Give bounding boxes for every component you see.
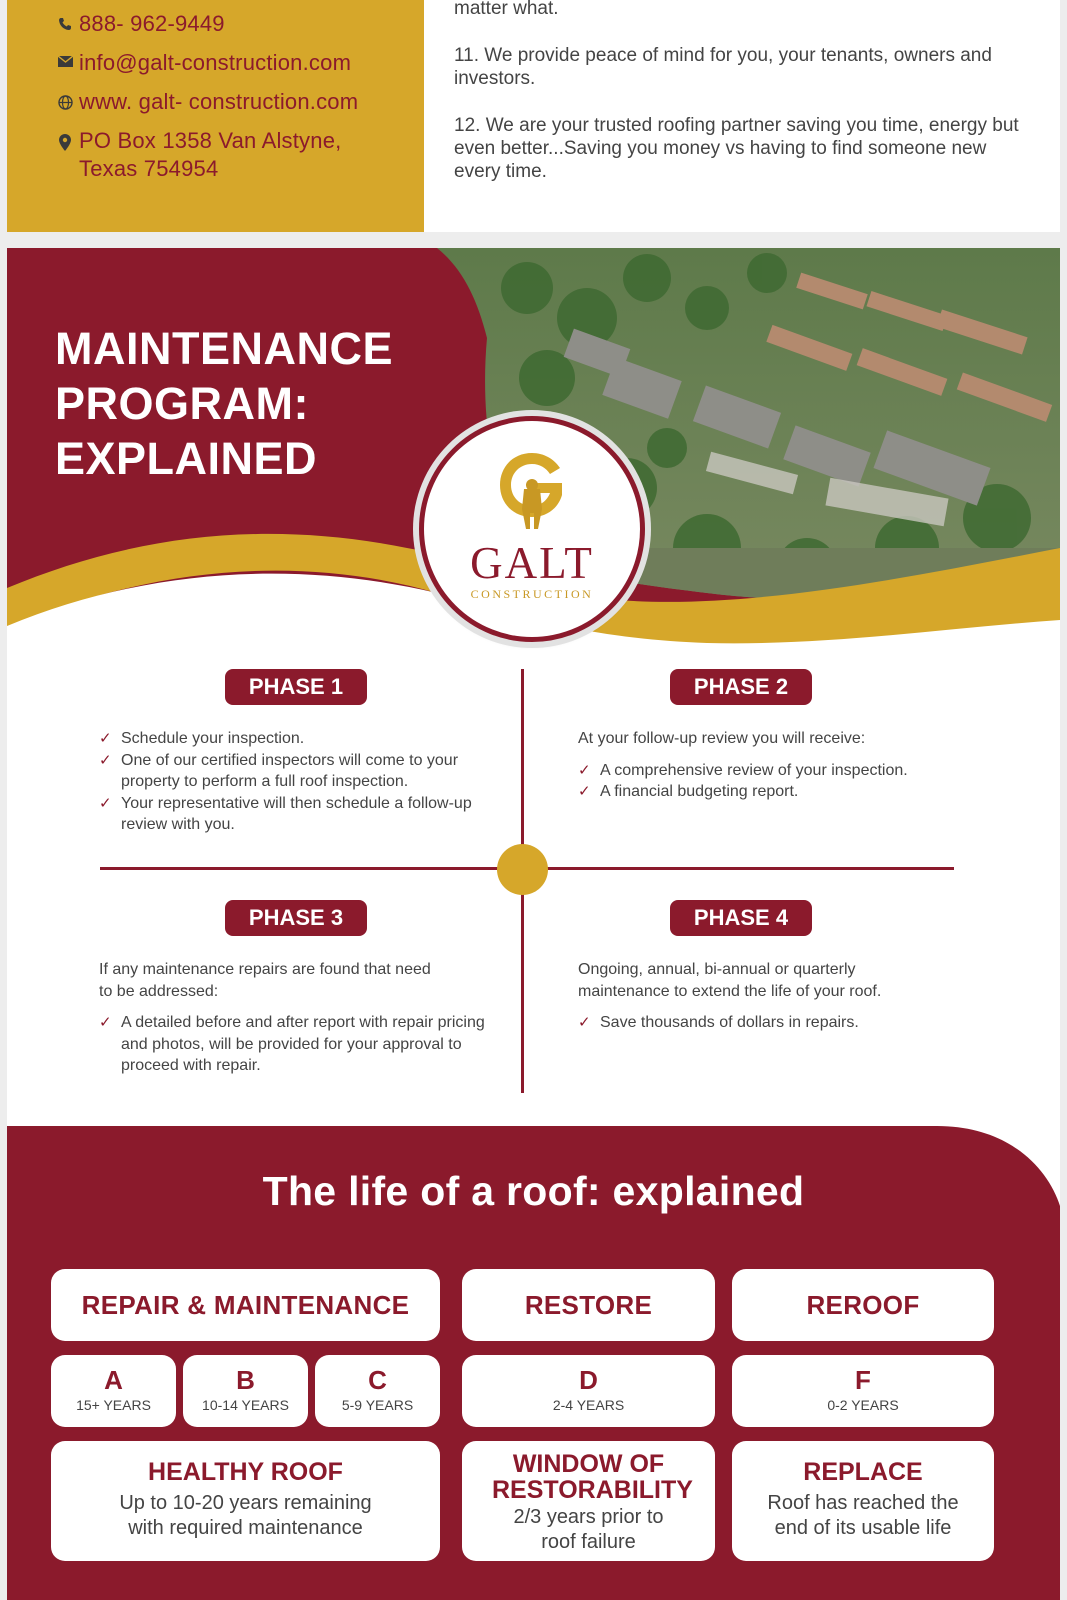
- list-item: ✓ A detailed before and after report with repair pricing and photos, will be provided for your approval to proceed with repair.: [99, 1014, 485, 1074]
- replace-card: REPLACE Roof has reached the end of its usable life: [732, 1441, 994, 1561]
- benefit-10-tail: matter what.: [454, 0, 559, 19]
- healthy-roof-card: HEALTHY ROOF Up to 10-20 years remaining with required maintenance: [51, 1441, 440, 1561]
- phase-2-badge: PHASE 2: [670, 669, 812, 705]
- flyer-title: MAINTENANCE PROGRAM: EXPLAINED: [55, 323, 393, 484]
- contact-address: PO Box 1358 Van Alstyne, Texas 754954: [53, 127, 341, 183]
- phase-2-content: At your follow-up review you will receive: ✓ A comprehensive review of your inspection. ✓ A financial budgeting report.: [578, 728, 978, 803]
- logo-subtitle: CONSTRUCTION: [470, 587, 594, 601]
- phase-1-content: [99, 728, 499, 836]
- phase-3-badge: PHASE 3: [225, 900, 367, 936]
- maintenance-flyer: [7, 248, 1060, 1600]
- phase-3-content: If any maintenance repairs are found that need to be addressed: ✓ A detailed before and after report with repair pricing and photos, will be provided for your approval to proceed with repair.: [99, 959, 489, 1077]
- grade-a: A 15+ YEARS: [51, 1355, 176, 1427]
- envelope-icon: [53, 49, 77, 67]
- reroof-header: REROOF: [732, 1269, 994, 1341]
- map-pin-icon: [53, 127, 77, 151]
- restore-header: RESTORE: [462, 1269, 715, 1341]
- contact-website: www. galt- construction.com: [53, 88, 358, 116]
- grade-c: C 5-9 YEARS: [315, 1355, 440, 1427]
- phase-4-badge: PHASE 4: [670, 900, 812, 936]
- list-item: ✓ One of our certified inspectors will come to your property to perform a full roof inspection.: [99, 751, 459, 790]
- window-of-restorability-card: WINDOW OF RESTORABILITY 2/3 years prior to roof failure: [462, 1441, 715, 1561]
- top-band: [7, 0, 1060, 232]
- repair-maintenance-header: REPAIR & MAINTENANCE: [51, 1269, 440, 1341]
- atlas-g-icon: [494, 449, 570, 537]
- benefit-11: 11. We provide peace of mind for you, your tenants, owners and investors.: [454, 45, 992, 89]
- list-item: ✓ A financial budgeting report.: [578, 783, 799, 800]
- phase-center-dot: [497, 844, 548, 895]
- phase-4-content: Ongoing, annual, bi-annual or quarterly maintenance to extend the life of your roof. ✓ Save thousands of dollars in repairs.: [578, 959, 938, 1034]
- contact-email: info@galt-construction.com: [53, 49, 351, 77]
- contact-panel: [7, 0, 424, 232]
- grade-b: B 10-14 YEARS: [183, 1355, 308, 1427]
- roof-life-title: The life of a roof: explained: [262, 1168, 805, 1214]
- logo-name: GALT: [470, 538, 594, 588]
- list-item: ✓ A comprehensive review of your inspection.: [578, 761, 908, 779]
- list-item: ✓ Save thousands of dollars in repairs.: [578, 1014, 859, 1031]
- list-item: ✓ Your representative will then schedule a follow-up review with you.: [99, 794, 472, 833]
- contact-phone: 888- 962-9449: [53, 10, 225, 38]
- globe-icon: [53, 88, 77, 110]
- grade-f: F 0-2 YEARS: [732, 1355, 994, 1427]
- phone-icon: [53, 10, 77, 31]
- phase-1-badge: PHASE 1: [225, 669, 367, 705]
- list-item: ✓ Schedule your inspection.: [99, 730, 305, 747]
- galt-logo: [419, 416, 645, 642]
- benefit-12: 12. We are your trusted roofing partner saving you time, energy but even better...Saving you money vs having to find someone new every time.: [454, 115, 1019, 182]
- grade-d: D 2-4 YEARS: [462, 1355, 715, 1427]
